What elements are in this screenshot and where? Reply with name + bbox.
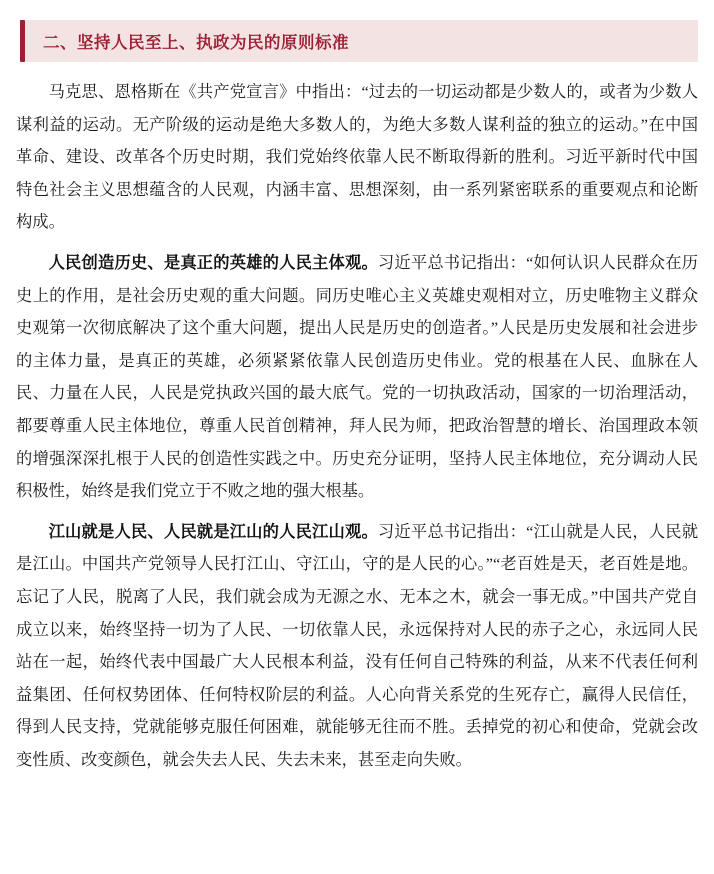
document-body: [16, 76, 698, 776]
paragraph-lead: 人民创造历史、是真正的英雄的人民主体观。: [48, 252, 378, 272]
paragraph: [16, 76, 698, 239]
heading-title: 二、坚持人民至上、执政为民的原则标准: [43, 34, 349, 52]
paragraph-text: 马克思、恩格斯在《共产党宣言》中指出：“过去的一切运动都是少数人的，或者为少数人谋利益的运动。无产阶级的运动是绝大多数人的，为绝大多数人谋利益的独立的运动。”在中国革命、建设、改革各个历史时期，我们党始终依靠人民不断取得新的胜利。习近平新时代中国特色社会主义思想蕴含的人民观，内涵丰富、思想深刻，由一系列紧密联系的重要观点和论断构成。: [16, 82, 698, 232]
section-heading: [20, 20, 698, 62]
paragraph: [16, 247, 698, 508]
paragraph-lead: 江山就是人民、人民就是江山的人民江山观。: [48, 521, 378, 541]
paragraph: [16, 516, 698, 777]
heading-box: [25, 20, 698, 62]
paragraph-text: 习近平总书记指出：“如何认识人民群众在历史上的作用，是社会历史观的重大问题。同历史唯心主义英雄史观相对立，历史唯物主义群众史观第一次彻底解决了这个重大问题，提出人民是历史的创造者。”人民是历史发展和社会进步的主体力量，是真正的英雄，必须紧紧依靠人民创造历史伟业。党的根基在人民、血脉在人民、力量在人民，人民是党执政兴国的最大底气。党的一切执政活动，国家的一切治理活动，都要尊重人民主体地位，尊重人民首创精神，拜人民为师，把政治智慧的增长、治国理政本领的增强深深扎根于人民的创造性实践之中。历史充分证明，坚持人民主体地位，充分调动人民积极性，始终是我们党立于不败之地的强大根基。: [16, 252, 698, 501]
paragraph-text: 习近平总书记指出：“江山就是人民，人民就是江山。中国共产党领导人民打江山、守江山，守的是人民的心。”“老百姓是天，老百姓是地。忘记了人民，脱离了人民，我们就会成为无源之水、无本之木，就会一事无成。”中国共产党自成立以来，始终坚持一切为了人民、一切依靠人民，永远保持对人民的赤子之心，永远同人民站在一起，始终代表中国最广大人民根本利益，没有任何自己特殊的利益，从来不代表任何利益集团、任何权势团体、任何特权阶层的利益。人心向背关系党的生死存亡，赢得人民信任，得到人民支持，党就能够克服任何困难，就能够无往而不胜。丢掉党的初心和使命，党就会改变性质、改变颜色，就会失去人民、失去未来，甚至走向失败。: [16, 521, 698, 769]
